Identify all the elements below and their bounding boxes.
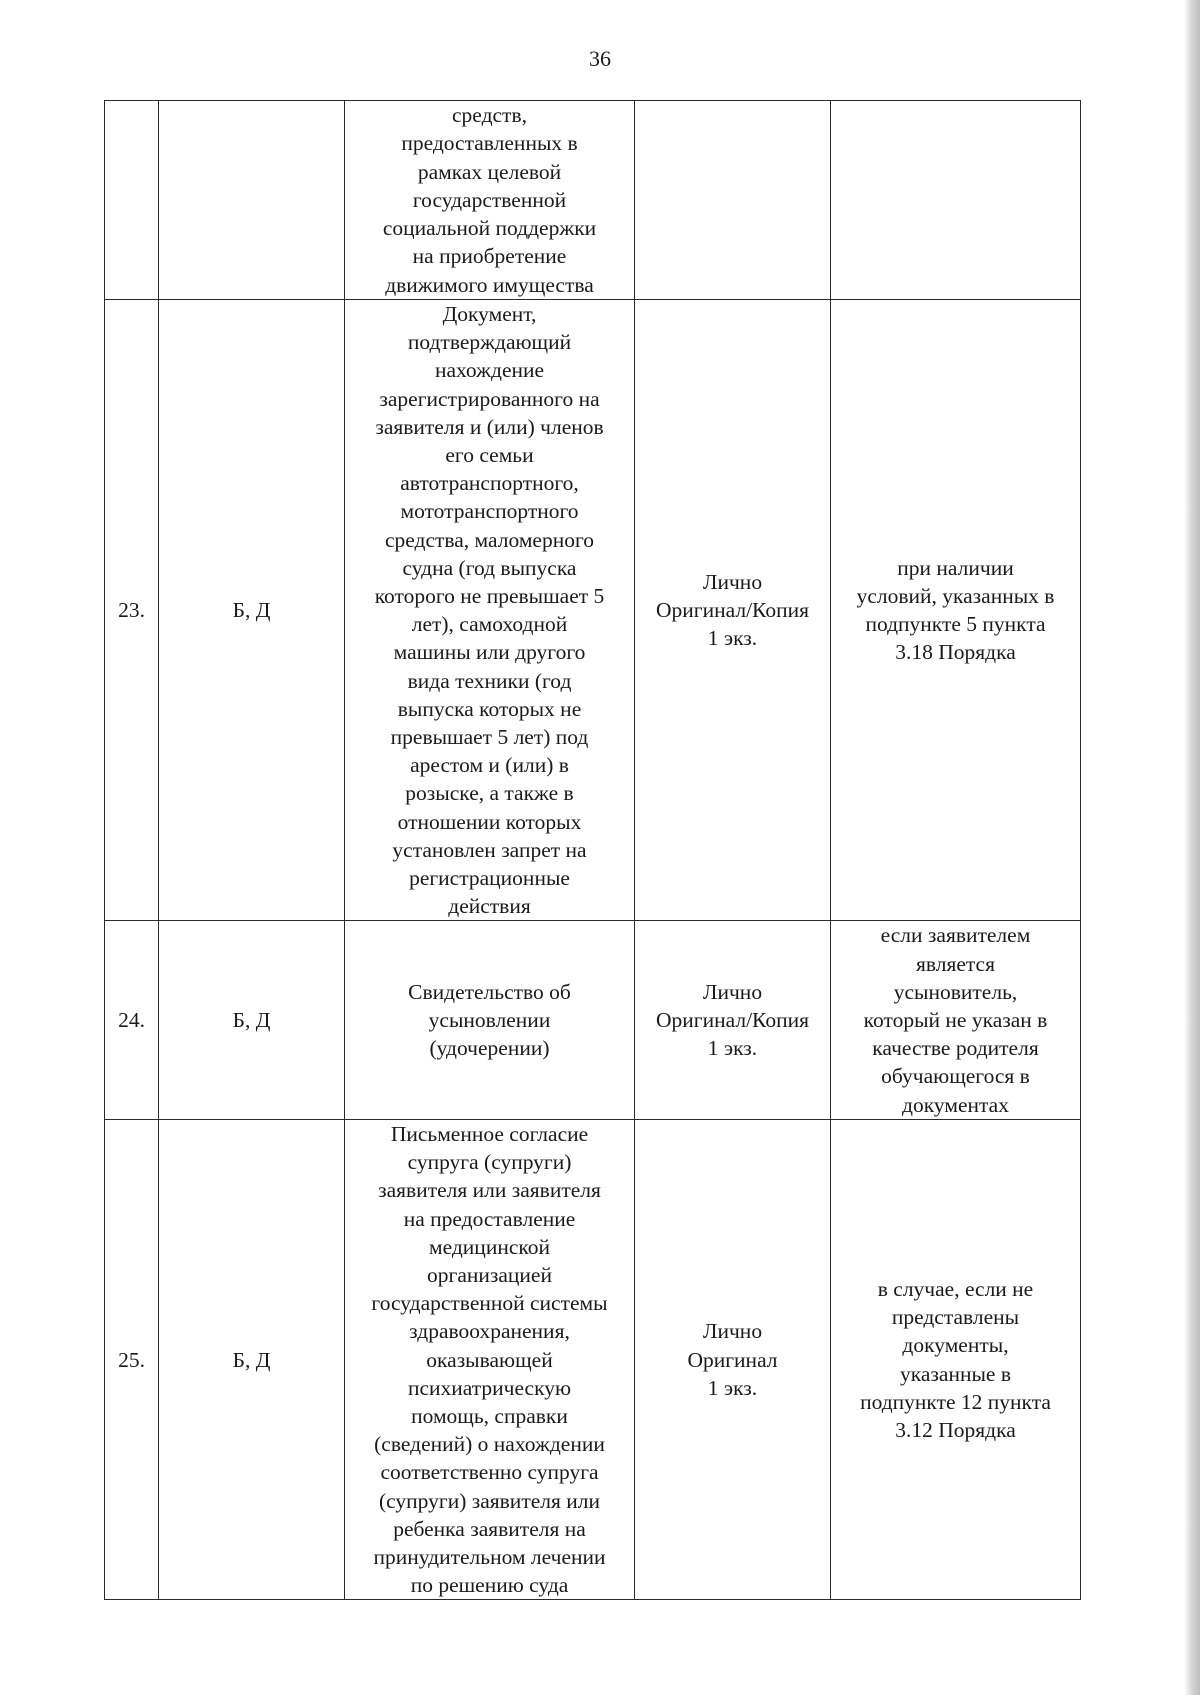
applicant-category: Б, Д [159,1119,345,1599]
submission-condition [831,101,1081,300]
page-edge-shadow [1184,0,1200,1695]
document-name: Письменное согласие супруга (супруги) заявителя или заявителя на предоставление медицинской организацией государственной системы здравоохранения, оказывающей психиатрическую помощь, справки (сведений) о нахождении соответственно супруга (супруги) заявителя или ребенка заявителя на принудительном лечении по решению суда [345,1119,635,1599]
table-row [105,1119,1081,1599]
submission-form [635,101,831,300]
submission-condition: при наличии условий, указанных в подпункте 5 пункта 3.18 Порядка [831,300,1081,921]
submission-condition: если заявителем является усыновитель, который не указан в качестве родителя обучающегося в документах [831,921,1081,1119]
applicant-category: Б, Д [159,921,345,1119]
submission-form: Лично Оригинал/Копия 1 экз. [635,300,831,921]
submission-form: Лично Оригинал/Копия 1 экз. [635,921,831,1119]
applicant-category [159,101,345,300]
table-row [105,101,1081,300]
document-name: средств, предоставленных в рамках целевой государственной социальной поддержки на приобретение движимого имущества [345,101,635,300]
row-number: 25. [105,1119,159,1599]
documents-table [104,100,1081,1600]
document-name: Документ, подтверждающий нахождение зарегистрированного на заявителя и (или) членов его семьи автотранспортного, мототранспортного средства, маломерного судна (год выпуска которого не превышает 5 лет), самоходной машины или другого вида техники (год выпуска которых не превышает 5 лет) под арестом и (или) в розыске, а также в отношении которых установлен запрет на регистрационные действия [345,300,635,921]
table-row [105,921,1081,1119]
table-row [105,300,1081,921]
document-name: Свидетельство об усыновлении (удочерении) [345,921,635,1119]
row-number: 24. [105,921,159,1119]
page-number: 36 [589,46,611,71]
row-number [105,101,159,300]
submission-form: Лично Оригинал 1 экз. [635,1119,831,1599]
applicant-category: Б, Д [159,300,345,921]
row-number: 23. [105,300,159,921]
submission-condition: в случае, если не представлены документы, указанные в подпункте 12 пункта 3.12 Порядка [831,1119,1081,1599]
